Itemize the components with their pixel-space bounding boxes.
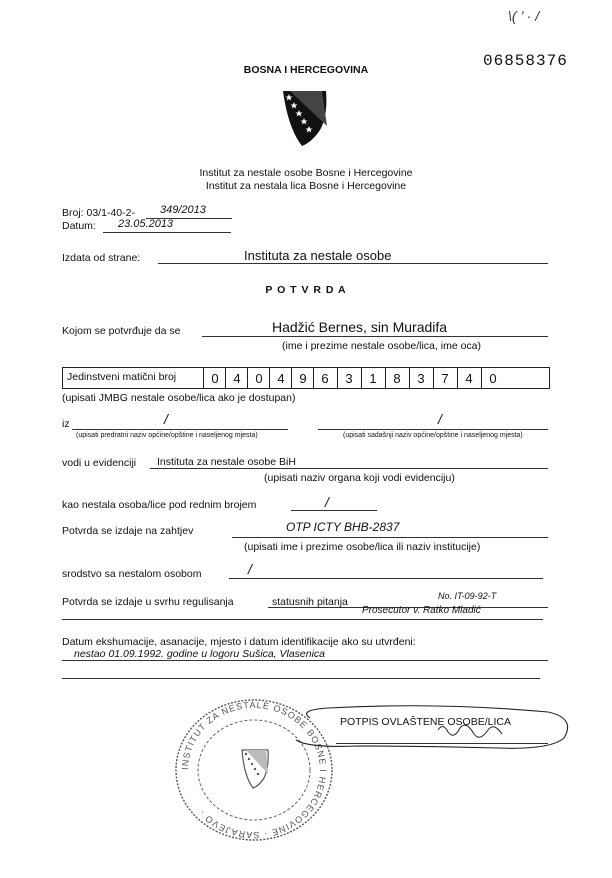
- jmbg-digit: 0: [203, 368, 226, 388]
- coat-of-arms-icon: [280, 88, 332, 153]
- broj-label: Broj: 03/1-40-2-: [62, 207, 135, 219]
- relation-label: srodstvo sa nestalom osobom: [62, 568, 202, 580]
- purpose-value: statusnih pitanja: [272, 596, 348, 608]
- exhumation-value: nestao 01.09.1992. godine u logoru Sušica, Vlasenica: [74, 648, 326, 660]
- relation-value: /: [248, 561, 252, 577]
- person-label: Kojom se potvrđuje da se: [62, 325, 181, 337]
- jmbg-digit: 3: [337, 368, 360, 388]
- institute-line-1: Institut za nestale osobe Bosne i Hercegovine: [199, 167, 413, 179]
- request-label: Potvrda se izdaje na zahtjev: [62, 525, 194, 537]
- case-number: No. IT-09-92-T: [438, 591, 497, 601]
- request-value: OTP ICTY BHB-2837: [286, 520, 400, 534]
- exhumation-label: Datum ekshumacije, asanacije, mjesto i datum identifikacije ako su utvrđeni:: [62, 636, 416, 648]
- corner-scribble: \( ’ · /: [508, 8, 540, 24]
- from-hint-right: (upisati sadašnji naziv općine/opštine i naseljenog mjesta): [343, 432, 523, 439]
- datum-value: 23.05.2013: [118, 218, 174, 230]
- country-title: BOSNA I HERCEGOVINA: [243, 64, 369, 76]
- signature-label: POTPIS OVLAŠTENE OSOBE/LICA: [340, 716, 511, 728]
- jmbg-digit: 1: [361, 368, 384, 388]
- broj-value: 349/2013: [160, 204, 206, 216]
- document-number: 06858376: [483, 52, 568, 70]
- signature-outline: [288, 700, 578, 771]
- from-hint-left: (upisati predratni naziv općine/opštine i naseljenog mjesta): [76, 432, 258, 439]
- jmbg-digit: 0: [247, 368, 270, 388]
- purpose-label: Potvrda se izdaje u svrhu regulisanja: [62, 596, 234, 608]
- jmbg-digit: 3: [409, 368, 432, 388]
- jmbg-digit: 9: [291, 368, 314, 388]
- person-hint: (ime i prezime nestale osobe/lica, ime oca): [282, 340, 481, 352]
- registry-hint: (upisati naziv organa koji vodi evidenciju): [264, 472, 455, 484]
- datum-label: Datum:: [62, 220, 96, 232]
- jmbg-digit: 4: [225, 368, 248, 388]
- issued-by-label: Izdata od strane:: [62, 252, 141, 264]
- jmbg-digit: 7: [433, 368, 456, 388]
- jmbg-hint: (upisati JMBG nestale osobe/lica ako je dostupan): [62, 392, 296, 404]
- jmbg-digit: 4: [457, 368, 480, 388]
- registry-value: Instituta za nestale osobe BiH: [157, 456, 296, 468]
- request-hint: (upisati ime i prezime osobe/lica ili naziv institucije): [244, 541, 481, 553]
- serial-value: /: [325, 494, 329, 510]
- jmbg-digit: 4: [269, 368, 292, 388]
- jmbg-label: Jedinstveni matični broj: [67, 371, 177, 383]
- institute-line-2: Institut za nestala lica Bosne i Hercegovine: [205, 180, 407, 192]
- document-title: P O T V R D A: [265, 284, 347, 296]
- jmbg-digit: 6: [313, 368, 336, 388]
- registry-label: vodi u evidenciji: [62, 457, 137, 469]
- from-value-left: /: [164, 411, 168, 427]
- issued-by-value: Instituta za nestale osobe: [244, 248, 392, 263]
- serial-label: kao nestala osoba/lice pod rednim brojem: [62, 499, 257, 511]
- jmbg-digit: 0: [481, 368, 504, 388]
- person-value: Hadžić Bernes, sin Muradifa: [272, 319, 448, 335]
- stamp-text: INSTITUT ZA NESTALE OSOBE BOSNE I HERCEGOVINE · SARAJEVO ·: [179, 699, 329, 841]
- from-label: iz: [62, 418, 70, 430]
- case-name: Prosecutor v. Ratko Mladić: [362, 605, 481, 616]
- jmbg-box: [62, 367, 550, 389]
- jmbg-digit: 8: [385, 368, 408, 388]
- from-value-right: /: [438, 411, 442, 427]
